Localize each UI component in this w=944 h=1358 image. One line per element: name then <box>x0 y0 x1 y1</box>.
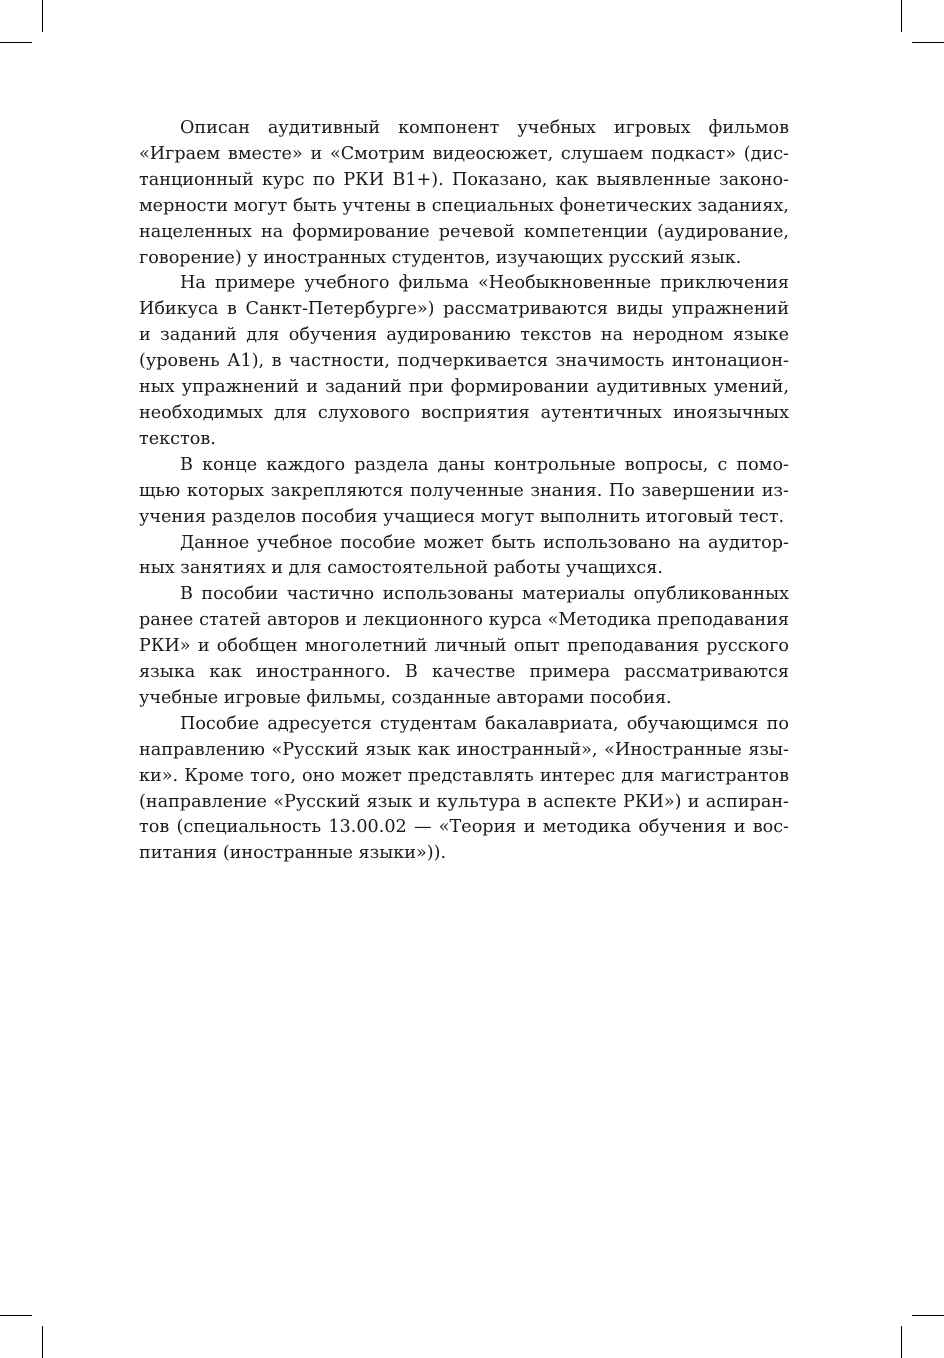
paragraph: В конце каждого раздела даны контрольные вопросы, с помощью которых закрепляются полученные знания. По завершении изучения разделов пособия учащиеся могут выполнить итоговый тест. <box>139 454 789 527</box>
paragraph: На примере учебного фильма «Необыкновенные приключения Ибикуса в Санкт-Петербурге») рассматриваются виды упражнений и заданий для обучения аудированию текстов на неродном языке (уровень А1), в частности, подчеркивается значимость интонационных упражнений и заданий при формировании аудитивных умений, необходимых для слухового восприятия аутентичных иноязычных текстов. <box>139 273 789 449</box>
paragraph: Описан аудитивный компонент учебных игровых фильмов «Играем вместе» и «Смотрим видеосюжет, слушаем подкаст» (дистанционный курс по РКИ B1+). Показано, как выявленные закономерности могут быть учтены в специальных фонетических заданиях, нацеленных на формирование речевой компетенции (аудирование, говорение) у иностранных студентов, изучающих русский язык. <box>139 118 789 268</box>
crop-mark-top-right-horizontal <box>912 42 944 43</box>
crop-mark-bottom-right-vertical <box>901 1326 902 1358</box>
paragraph: Пособие адресуется студентам бакалавриата, обучающимся по направлению «Русский язык как иностранный», «Иностранные языки». Кроме того, оно может представлять интерес для магистрантов (направление «Русский язык и культура в аспекте РКИ») и аспирантов (специальность 13.00.02 — «Теория и методика обучения и воспитания (иностранные языки»)). <box>139 713 789 864</box>
crop-mark-top-right-vertical <box>901 0 902 32</box>
crop-mark-bottom-right-horizontal <box>912 1315 944 1316</box>
crop-mark-top-left-vertical <box>42 0 43 32</box>
paragraph: В пособии частично использованы материалы опубликованных ранее статей авторов и лекционного курса «Методика преподавания РКИ» и обобщен многолетний личный опыт преподавания русского языка как иностранного. В качестве примера рассматриваются учебные игровые фильмы, созданные авторами пособия. <box>139 584 789 708</box>
crop-mark-top-left-horizontal <box>0 42 32 43</box>
crop-mark-bottom-left-vertical <box>42 1326 43 1358</box>
paragraph: Данное учебное пособие может быть использовано на аудиторных занятиях и для самостоятельной работы учащихся. <box>139 532 789 579</box>
crop-mark-bottom-left-horizontal <box>0 1315 32 1316</box>
body-text <box>139 116 789 867</box>
